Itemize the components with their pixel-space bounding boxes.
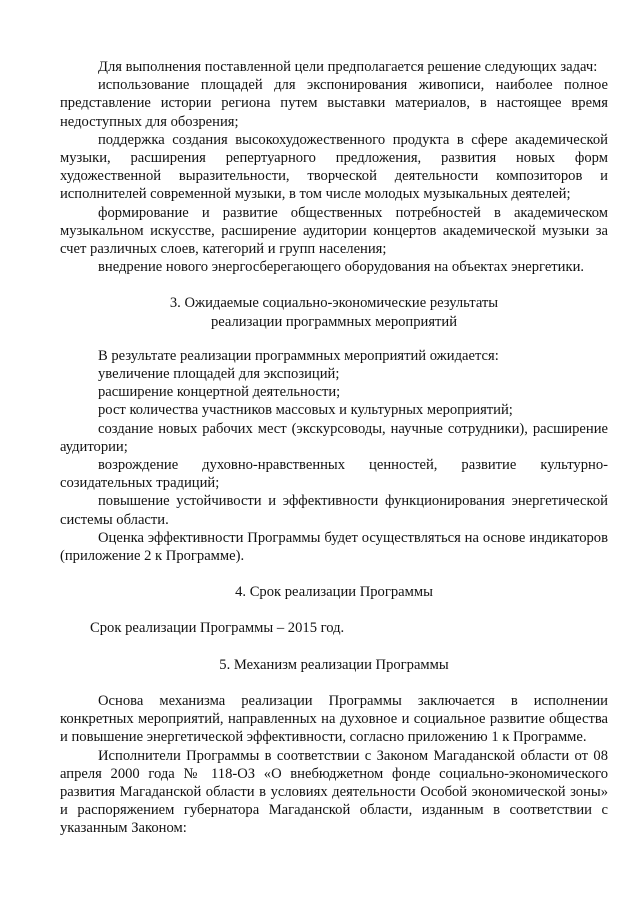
mechanism-paragraph: Исполнители Программы в соответствии с Законом Магаданской области от 08 апреля 2000 года № 118-ОЗ «О внебюджетном фонде социально-экономического развития Магаданской области в условиях деятельности Особой экономической зоны» и распоряжением губернатора Магаданской области, изданным в соответствии с указанным Законом: (60, 747, 608, 837)
result-item: увеличение площадей для экспозиций; (98, 366, 340, 383)
section3-title-line1: 3. Ожидаемые социально-экономические результаты (169, 295, 499, 312)
result-item: расширение концертной деятельности; (98, 384, 341, 401)
section5-heading: 5. Механизм реализации Программы (219, 656, 449, 673)
mechanism-paragraph: Основа механизма реализации Программы заключается в исполнении конкретных мероприятий, направленных на духовное и социальное развитие общества и повышение энергетической эффективности, согласно приложению 1 к Программе. (60, 692, 608, 746)
task-item: использование площадей для экспонирования живописи, наиболее полное представление истории региона путем выставки материалов, в настоящее время недоступных для обозрения; (60, 77, 608, 130)
task-item: внедрение нового энергосберегающего оборудования на объектах энергетики. (98, 259, 585, 276)
intro-paragraph: Для выполнения поставленной цели предполагается решение следующих задач: (98, 59, 598, 75)
section4-heading: 4. Срок реализации Программы (235, 584, 433, 601)
result-item: рост количества участников массовых и культурных мероприятий; (98, 402, 513, 419)
result-item: В результате реализации программных мероприятий ожидается: (98, 347, 499, 364)
section3-heading (60, 294, 608, 330)
result-item: Оценка эффективности Программы будет осуществляться на основе индикаторов (приложение 2 к Программе). (60, 529, 608, 565)
result-item: создание новых рабочих мест (экскурсоводы, научные сотрудники), расширение аудитории; (60, 420, 608, 455)
task-item: поддержка создания высокохудожественного продукта в сфере академической музыки, расширения репертуарного предложения, развития новых форм художественной выразительности, творческой деятельности композиторов и исполнителей современной музыки, в том числе молодых музыкальных деятелей; (60, 131, 608, 203)
result-item: возрождение духовно-нравственных ценностей, развитие культурно-созидательных традиций; (60, 457, 608, 492)
document-page (60, 58, 608, 838)
section3-title-line2: реализации программных мероприятий (210, 313, 458, 330)
task-item: формирование и развитие общественных потребностей в академическом музыкальном искусстве, расширение аудитории концертов академической музыки за счет различных слоев, категорий и групп населения; (60, 204, 608, 258)
result-item: повышение устойчивости и эффективности функционирования энергетической системы области. (60, 493, 608, 528)
section4-text: Срок реализации Программы – 2015 год. (90, 620, 345, 637)
